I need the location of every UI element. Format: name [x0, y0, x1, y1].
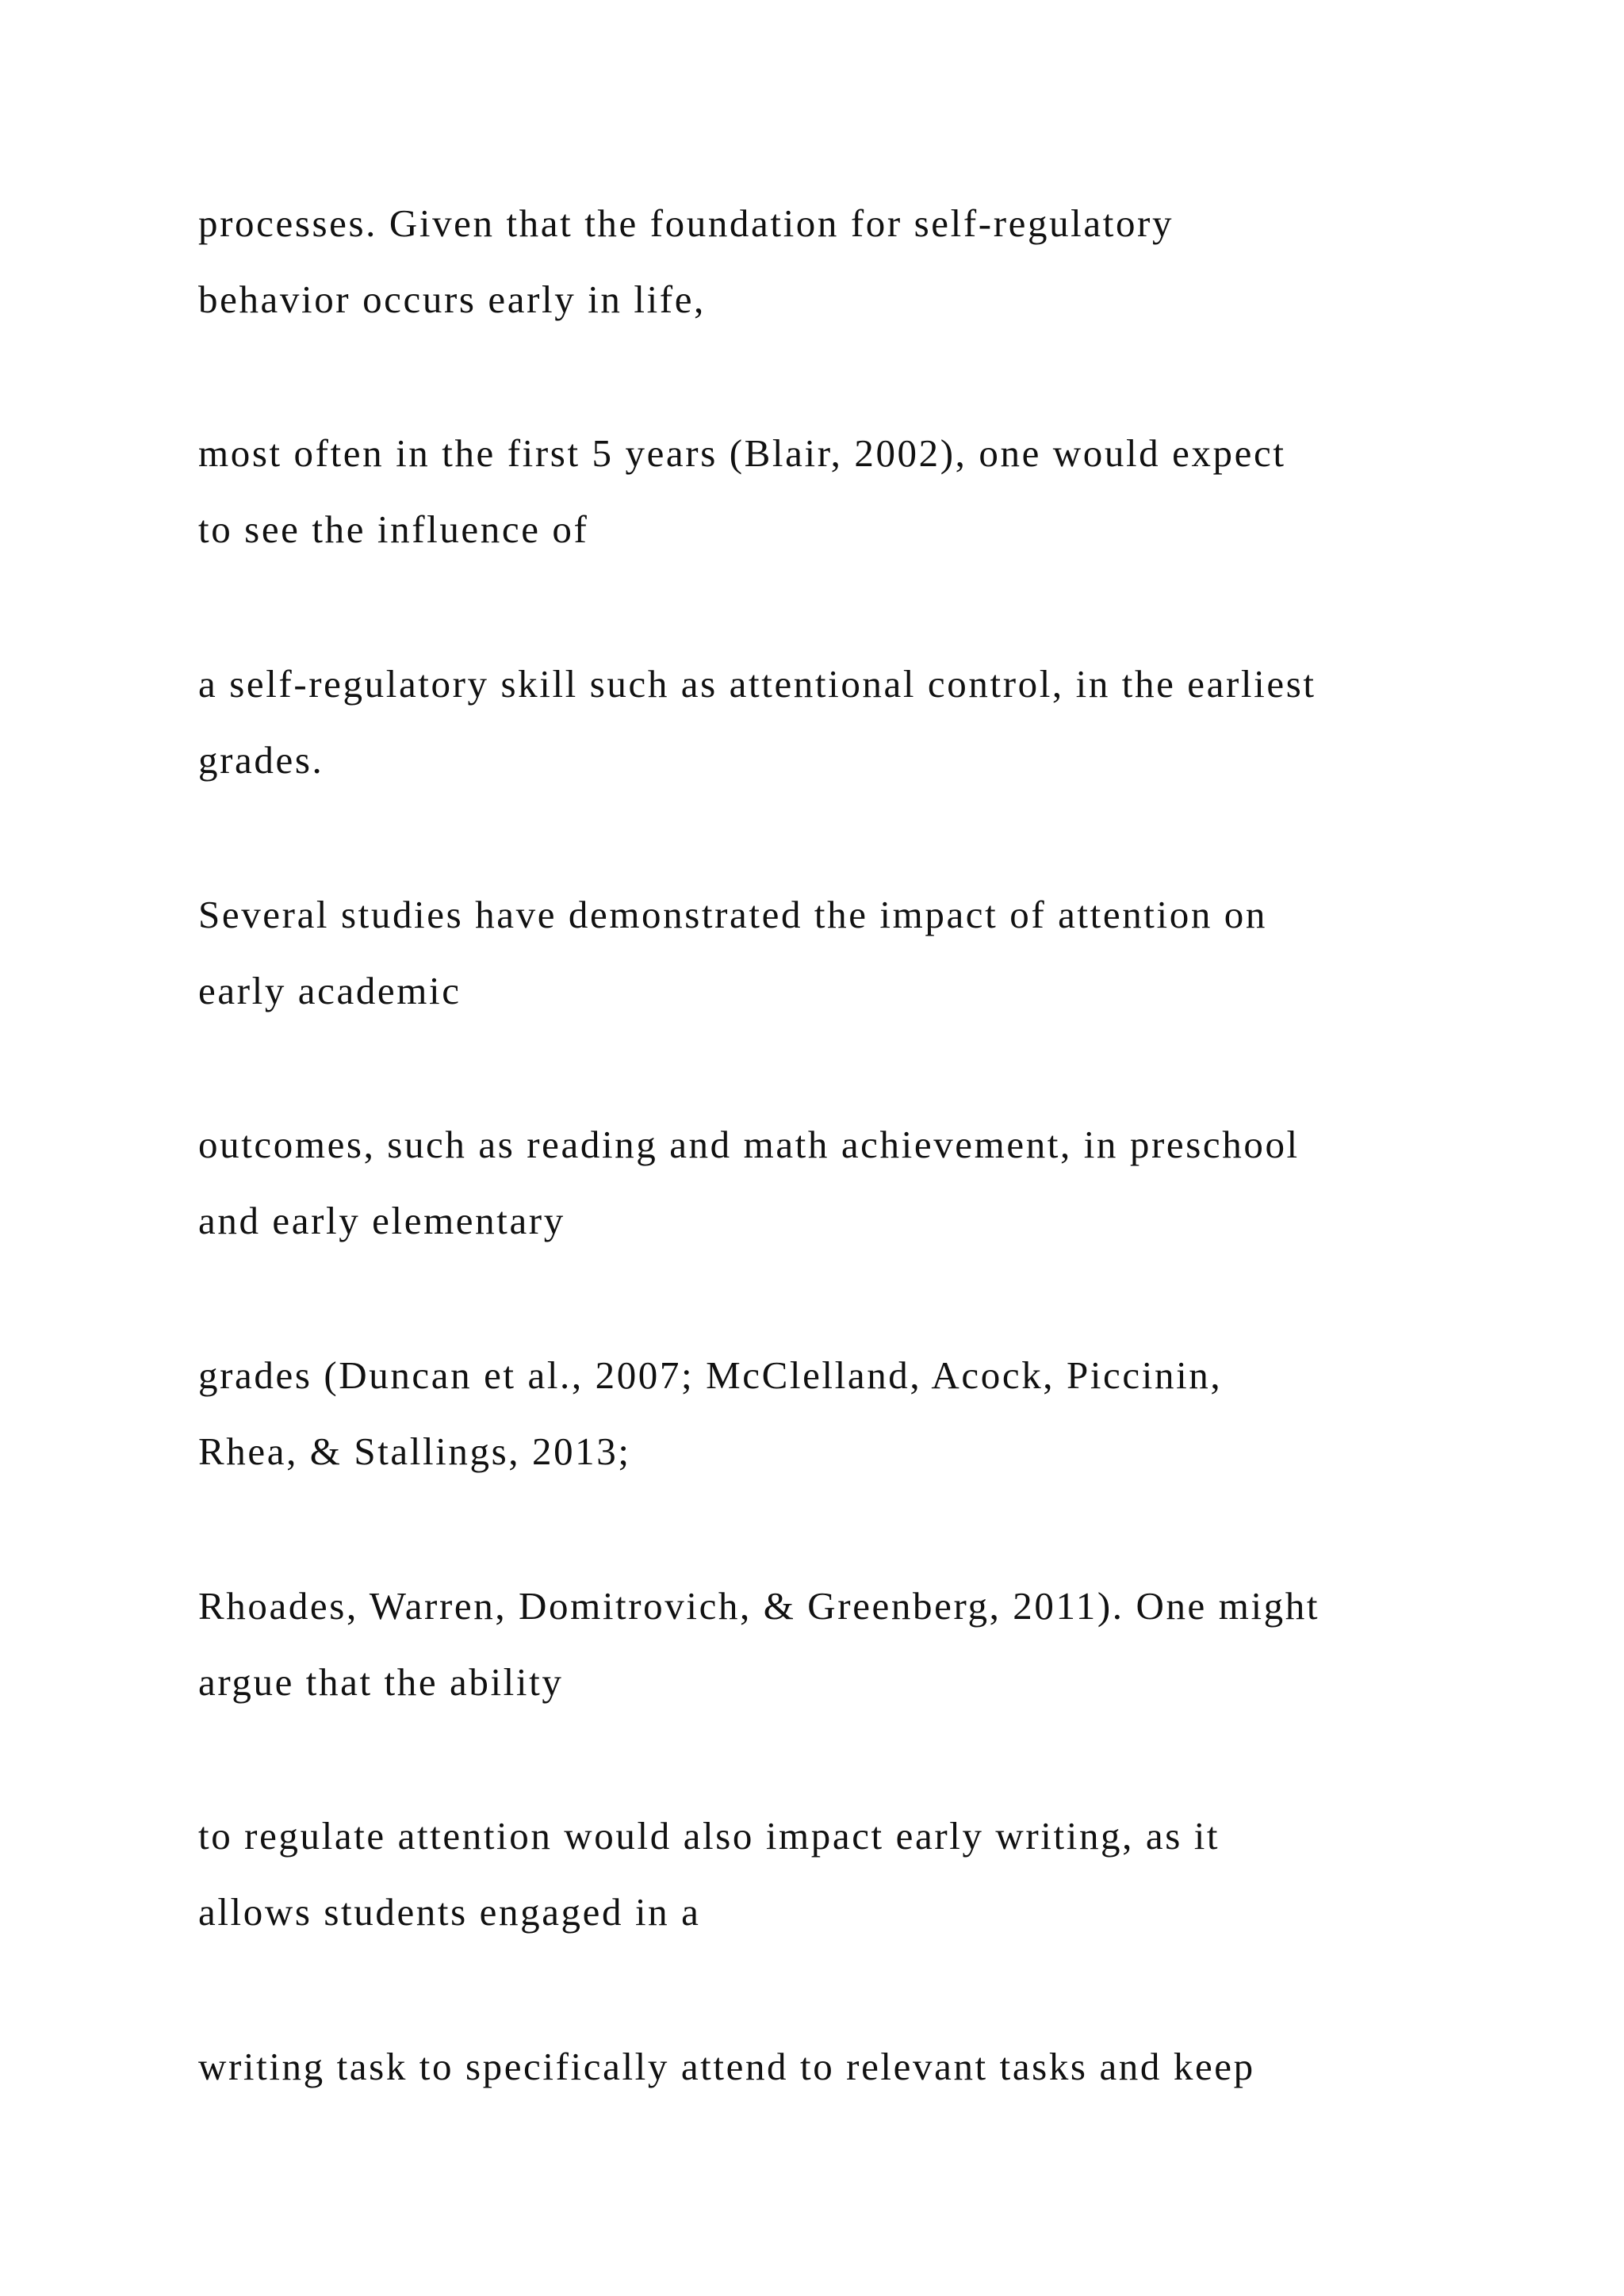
text-line: early academic — [198, 969, 462, 1012]
text-line: a self-regulatory skill such as attentional control, in the earliest — [198, 662, 1316, 706]
text-line: processes. Given that the foundation for self-regulatory — [198, 201, 1174, 245]
paragraph — [198, 1337, 1546, 1490]
text-line: Several studies have demonstrated the impact of attention on — [198, 893, 1267, 936]
text-line: most often in the first 5 years (Blair, 2002), one would expect — [198, 431, 1286, 475]
paragraph — [198, 415, 1546, 568]
text-line: argue that the ability — [198, 1660, 564, 1704]
text-line: and early elementary — [198, 1199, 565, 1242]
text-line: allows students engaged in a — [198, 1890, 701, 1934]
text-line: grades (Duncan et al., 2007; McClelland, Acock, Piccinin, — [198, 1353, 1223, 1397]
text-line: grades. — [198, 738, 324, 782]
paragraph — [198, 646, 1546, 798]
text-line: outcomes, such as reading and math achievement, in preschool — [198, 1123, 1300, 1166]
paragraph — [198, 1568, 1546, 1720]
text-line: to regulate attention would also impact early writing, as it — [198, 1814, 1220, 1858]
text-line: Rhoades, Warren, Domitrovich, & Greenberg, 2011). One might — [198, 1584, 1320, 1628]
text-line: Rhea, & Stallings, 2013; — [198, 1429, 631, 1473]
paragraph — [198, 186, 1546, 338]
paragraph — [198, 877, 1546, 1029]
paragraph — [198, 1107, 1546, 1259]
text-line: to see the influence of — [198, 507, 589, 551]
paragraph — [198, 2029, 1546, 2105]
text-line: writing task to specifically attend to relevant tasks and keep — [198, 2045, 1255, 2088]
text-line: behavior occurs early in life, — [198, 277, 706, 321]
paragraph — [198, 1798, 1546, 1950]
